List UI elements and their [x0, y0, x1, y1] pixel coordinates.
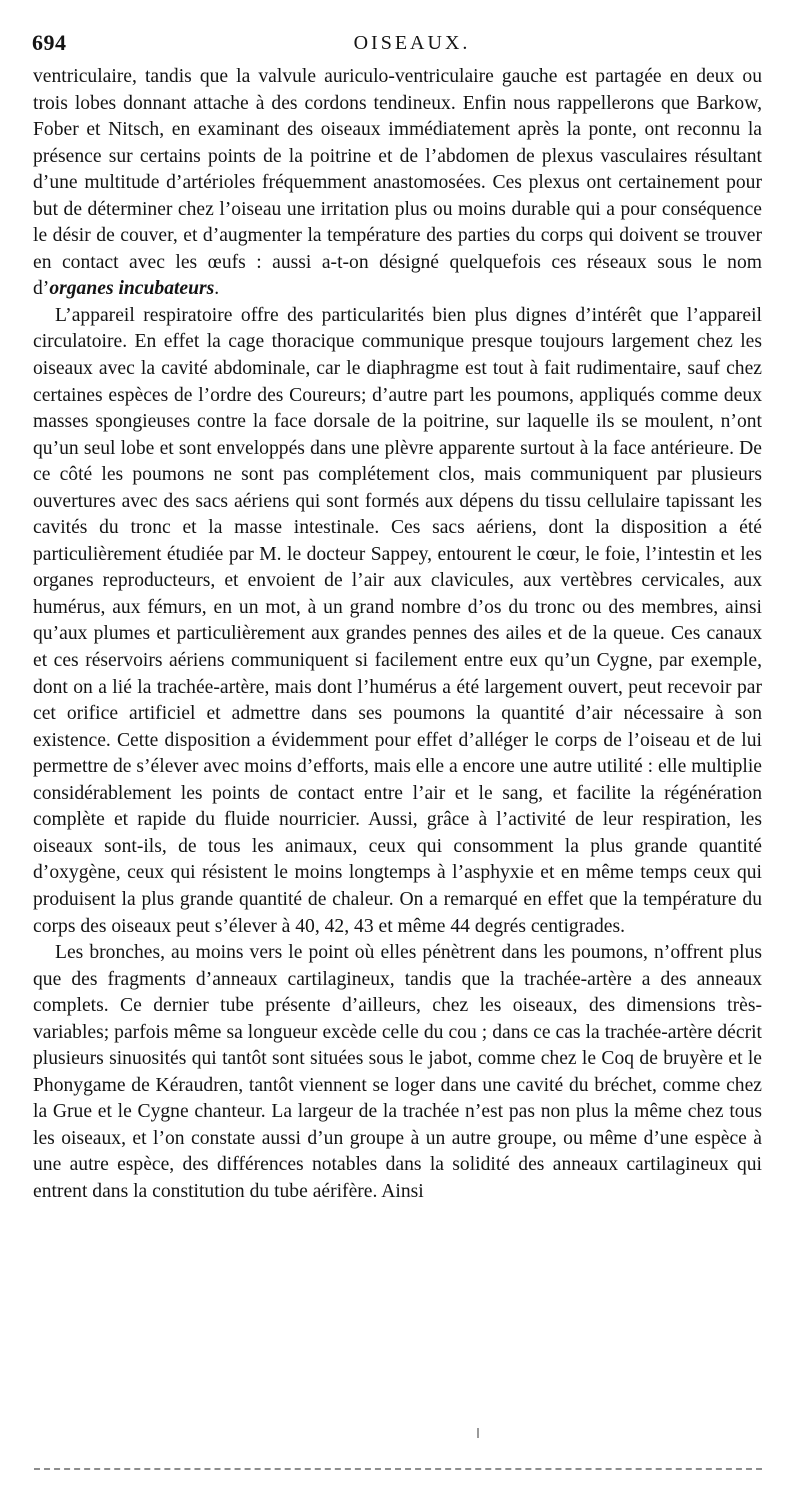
page-header	[30, 30, 764, 60]
page-number: 694	[32, 30, 67, 55]
scan-mark	[477, 1428, 479, 1438]
italic-term: organes incubateurs	[49, 278, 215, 300]
paragraph-punctuation: .	[214, 278, 220, 300]
paragraph-bronchi-trachea: Les bronches, au moins vers le point où elles pénètrent dans les poumons, n’offrent plus que des fragments d’anneaux cartilagineux, tandis que la trachée-artère a des anneaux complets. Ce dernier tube présente d’ailleurs, chez les oiseaux, des dimensions très-variables; parfois même sa longueur excède celle du cou ; dans ce cas la trachée-artère décrit plusieurs sinuosités qui tantôt sont situées sous le jabot, comme chez le Coq de bruyère et le Phonygame de Kéraudren, tantôt viennent se loger dans une cavité du bréchet, comme chez la Grue et le Cygne chanteur. La largeur de la trachée n’est pas non plus la même chez tous les oiseaux, et l’on constate aussi d’un groupe à un autre groupe, ou même d’une espèce à une autre espèce, des différences notables dans la solidité des anneaux cartilagineux qui entrent dans la constitution du tube aérifère. Ainsi	[33, 942, 762, 1202]
paragraph-heart-vascular-plexus	[33, 64, 762, 303]
footer-rule	[34, 1468, 762, 1470]
body-text	[33, 64, 762, 1206]
running-head: OISEAUX.	[353, 32, 471, 54]
paragraph-text: ventriculaire, tandis que la valvule auriculo-ventriculaire gauche est partagée en deux ou trois lobes donnant attache à des cordons tendineux. Enfin nous rappellerons que Barkow, Fober et Nitsch, en examinant des oiseaux immédiatement après la ponte, ont reconnu la présence sur certains points de la poitrine et de l’abdomen de plexus vasculaires résultant d’une multitude d’artérioles fréquemment anastomosées. Ces plexus ont certainement pour but de déterminer chez l’oiseau une irritation plus ou moins durable qui a pour conséquence le désir de couver, et d’augmenter la température des parties du corps qui doivent se trouver en contact avec les œufs : aussi a-t-on désigné quelquefois ces réseaux sous le nom d’	[33, 66, 762, 300]
paragraph-respiratory-apparatus: L’appareil respiratoire offre des particularités bien plus dignes d’intérêt que l’appareil circulatoire. En effet la cage thoracique communique presque toujours largement chez les oiseaux avec la cavité abdominale, car le diaphragme est tout à fait rudimentaire, sauf chez certaines espèces de l’ordre des Coureurs; d’autre part les poumons, appliqués comme deux masses spongieuses contre la face dorsale de la poitrine, sur laquelle ils se moulent, n’ont qu’un seul lobe et sont enveloppés dans une plèvre apparente surtout à la face antérieure. De ce côté les poumons ne sont pas complétement clos, mais communiquent par plusieurs ouvertures avec des sacs aériens qui sont formés aux dépens du tissu cellulaire tapissant les cavités du tronc et la masse intestinale. Ces sacs aériens, dont la disposition a été particulièrement étudiée par M. le docteur Sappey, entourent le cœur, le foie, l’intestin et les organes reproducteurs, et envoient de l’air aux clavicules, aux vertèbres cervicales, aux humérus, aux fémurs, en un mot, à un grand nombre d’os du tronc ou des membres, ainsi qu’aux plumes et particulièrement aux grandes pennes des ailes et de la queue. Ces canaux et ces réservoirs aériens communiquent si facilement entre eux qu’un Cygne, par exemple, dont on a lié la trachée-artère, mais dont l’humérus a été largement ouvert, peut recevoir par cet orifice artificiel et admettre dans ses poumons la quantité d’air nécessaire à son existence. Cette disposition a évidemment pour effet d’alléger le corps de l’oiseau et de lui permettre de s’élever avec moins d’efforts, mais elle a encore une autre utilité : elle multiplie considérablement les points de contact entre l’air et le sang, et facilite la régénération complète et rapide du fluide nourricier. Aussi, grâce à l’activité de leur respiration, les oiseaux sont-ils, de tous les animaux, ceux qui consomment la plus grande quantité d’oxygène, ceux qui résistent le moins longtemps à l’asphyxie et en même temps ceux qui produisent la plus grande quantité de chaleur. On a remarqué en effet que la température du corps des oiseaux peut s’élever à 40, 42, 43 et même 44 degrés centigrades.	[33, 304, 762, 937]
